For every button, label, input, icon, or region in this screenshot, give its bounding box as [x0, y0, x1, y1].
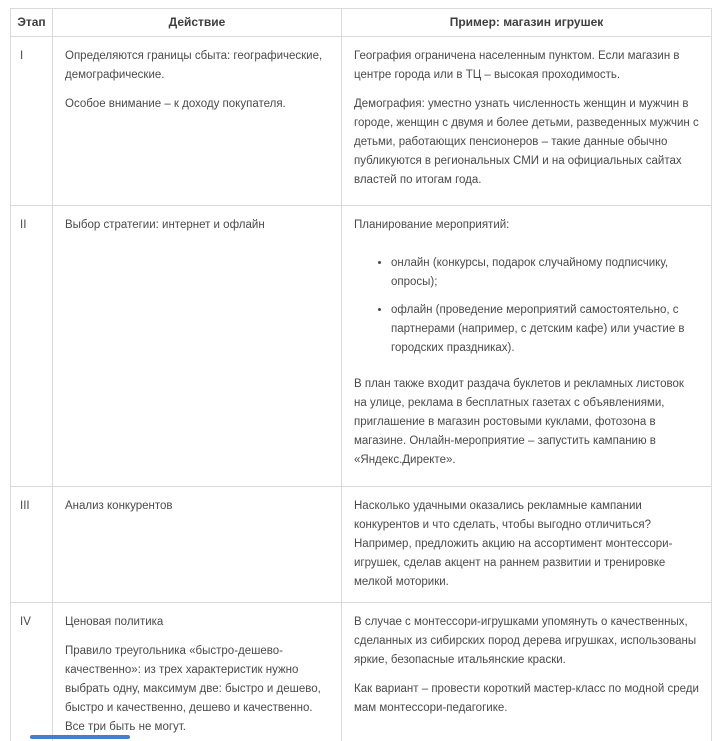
example-cell: [342, 37, 712, 206]
stage-number: IV: [11, 603, 53, 741]
table-row-stage-2: [11, 206, 712, 487]
paragraph: География ограничена населенным пунктом. Если магазин в центре города или в ТЦ – высокая проходимость.: [354, 50, 680, 81]
paragraph: Как вариант – провести короткий мастер-класс по модной среди мам монтессори-педагогике.: [354, 683, 699, 714]
paragraph: Особое внимание – к доходу покупателя.: [65, 98, 286, 110]
paragraph: Планирование мероприятий:: [354, 219, 510, 231]
example-cell: [342, 206, 712, 487]
header-row: [11, 9, 712, 37]
partial-blue-element: [30, 735, 130, 739]
paragraph: Ценовая политика: [65, 616, 164, 628]
action-cell: [53, 37, 342, 206]
list-item: • офлайн (проведение мероприятий самостоятельно, с партнерами (например, с детским кафе) или участие в городских праздниках).: [391, 301, 699, 358]
paragraph: В случае с монтессори-игрушками упомянуть о качественных, сделанных из сибирских пород дерева игрушках, использованы яркие, безопасные итальянские краски.: [354, 616, 697, 666]
paragraph: В план также входит раздача буклетов и рекламных листовок на улице, реклама в бесплатных газетах с объявлениями, приглашение в магазин ростовыми куклами, фотозона в магазине. Онлайн-мероприятие – запустить кампанию в «Яндекс.Директе».: [354, 378, 684, 466]
paragraph: Демография: уместно узнать численность женщин и мужчин в городе, женщин с двумя и более детьми, разведенных мужчин с детьми, работающих пенсионеров – такие данные обычно публикуются в региональных СМИ и на официальных сайтах властей по итогам года.: [354, 98, 699, 186]
stages-table: [10, 8, 712, 741]
table-row-stage-1: [11, 37, 712, 206]
table-row-stage-4: [11, 603, 712, 741]
stage-number: I: [11, 37, 53, 206]
column-header-stage: Этап: [11, 9, 53, 37]
paragraph: Выбор стратегии: интернет и офлайн: [65, 219, 265, 231]
action-cell: [53, 206, 342, 487]
paragraph: Правило треугольника «быстро-дешево-качественно»: из трех характеристик нужно выбрать одну, максимум две: быстро и дешево, быстро и качественно, дешево и качественно. Все три быть не могут.: [65, 645, 321, 733]
table-header: [11, 9, 712, 37]
action-cell: [53, 487, 342, 603]
table-row-stage-3: [11, 487, 712, 603]
paragraph: Анализ конкурентов: [65, 500, 173, 512]
example-cell: [342, 603, 712, 741]
paragraph: Определяются границы сбыта: географические, демографические.: [65, 50, 323, 81]
action-cell: [53, 603, 342, 741]
example-cell: [342, 487, 712, 603]
list-item: • онлайн (конкурсы, подарок случайному подписчику, опросы);: [391, 254, 699, 292]
table-body: [11, 37, 712, 741]
stage-number: III: [11, 487, 53, 603]
paragraph: Насколько удачными оказались рекламные кампании конкурентов и что сделать, чтобы выгодно отличиться? Например, предложить акцию на ассортимент монтессори-игрушек, сделав акцент на раннем развитии и тренировке мелкой моторики.: [354, 500, 673, 588]
event-types-list: [354, 254, 699, 358]
column-header-action: Действие: [53, 9, 342, 37]
column-header-example: Пример: магазин игрушек: [342, 9, 712, 37]
stage-number: II: [11, 206, 53, 487]
